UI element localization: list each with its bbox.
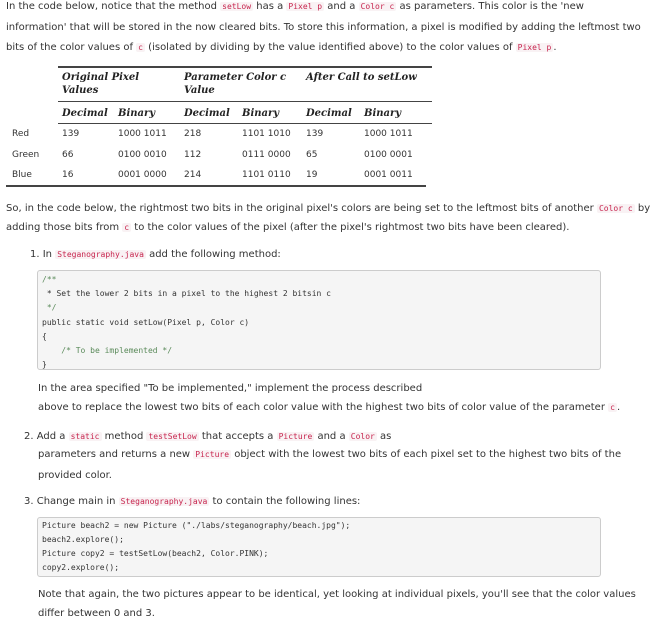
subheader-binary-3: Binary xyxy=(364,108,402,119)
table-cell: 112 xyxy=(184,150,202,160)
step-2-line-3: provided color. xyxy=(38,470,112,481)
code-line: Picture copy2 = testSetLow(beach2, Color.PINK); xyxy=(42,549,269,558)
subheader-decimal-3: Decimal xyxy=(306,108,352,119)
inline-code-color-c-2: Color c xyxy=(598,204,633,213)
inline-code-c: c xyxy=(138,43,143,52)
step-2-line-2: parameters and returns a new Picture object with the lowest two bits of each pixel set to the highest two bits of the xyxy=(38,449,622,460)
subheader-decimal-1: Decimal xyxy=(62,108,108,119)
table-top-rule xyxy=(58,66,432,68)
step-2-line-1: 2. Add a static method testSetLow that accepts a Picture and a Color as xyxy=(24,431,392,442)
table-cell: 66 xyxy=(62,150,74,160)
table-cell: 214 xyxy=(184,170,202,180)
code-block-main xyxy=(37,517,601,577)
code-line: { xyxy=(42,332,47,341)
header-original-1: Original Pixel xyxy=(62,72,140,83)
table-cell: 0100 0010 xyxy=(118,150,167,160)
inline-code-c-2: c xyxy=(124,223,130,232)
step-1-after-2: above to replace the lowest two bits of each color value with the highest two bits of color value of the parameter c . xyxy=(38,402,621,413)
table-cell: 65 xyxy=(306,150,318,160)
table-cell: 0001 0011 xyxy=(364,170,413,180)
code-line: beach2.explore(); xyxy=(42,535,124,544)
table-cell: 218 xyxy=(184,129,202,139)
table-cell: 0100 0001 xyxy=(364,150,413,160)
subheader-decimal-2: Decimal xyxy=(184,108,230,119)
table-cell: 1101 1010 xyxy=(242,129,291,139)
row-label-green: Green xyxy=(12,150,40,160)
header-original-2: Values xyxy=(62,85,99,96)
inline-code-color: Color xyxy=(350,432,375,441)
header-parameter-2: Value xyxy=(184,85,215,96)
table-cell: 1000 1011 xyxy=(364,129,413,139)
inline-code-testsetlow: testSetLow xyxy=(148,432,197,441)
table-cell: 0001 0000 xyxy=(118,170,167,180)
code-line: /** xyxy=(42,275,57,284)
intro-line-3: bits of the color values of c (isolated by dividing by the value identified above) to the color values of Pixel p . xyxy=(6,42,557,53)
inline-code-static: static xyxy=(70,432,100,441)
code-line: public static void setLow(Pixel p, Color c) xyxy=(42,318,250,327)
row-label-blue: Blue xyxy=(12,170,32,180)
inline-code-c-3: c xyxy=(610,403,615,412)
intro-line-1: In the code below, notice that the method setLow has a Pixel p and a Color c as parameters. This color is the 'new xyxy=(6,1,584,12)
code-block-setlow xyxy=(37,270,601,370)
table-cell: 0111 0000 xyxy=(242,150,291,160)
code-line: * Set the lower 2 bits in a pixel to the highest 2 bitsin c xyxy=(42,289,331,298)
table-cell: 139 xyxy=(62,129,80,139)
inline-code-steganography-2: Steganography.java xyxy=(120,497,208,506)
row-label-red: Red xyxy=(12,129,30,139)
step-1-line: 1. In Steganography.java add the following method: xyxy=(30,249,281,260)
inline-code-pixel-p-2: Pixel p xyxy=(517,43,552,52)
table-cell: 1101 0110 xyxy=(242,170,291,180)
code-line: Picture beach2 = new Picture ("./labs/steganography/beach.jpg"); xyxy=(42,521,351,530)
intro-line-2: information' that will be stored in the now cleared bits. To store this information, a pixel is modified by adding the leftmost two xyxy=(6,22,641,33)
code-line: */ xyxy=(42,303,57,312)
table-cell: 16 xyxy=(62,170,74,180)
subheader-binary-1: Binary xyxy=(118,108,156,119)
table-mid-rule xyxy=(58,101,432,102)
inline-code-color-c: Color c xyxy=(360,2,395,11)
note-line-1: Note that again, the two pictures appear to be identical, yet looking at individual pixels, you'll see that the color values xyxy=(38,589,636,600)
header-parameter-1: Parameter Color c xyxy=(184,72,287,83)
inline-code-picture: Picture xyxy=(278,432,313,441)
para2-line-1: So, in the code below, the rightmost two bits in the original pixel's colors are being set to the leftmost bits of another Color c by xyxy=(6,203,650,214)
table-cell: 1000 1011 xyxy=(118,129,167,139)
para2-line-2: adding those bits from c to the color values of the pixel (after the pixel's rightmost two bits have been cleared). xyxy=(6,222,570,233)
table-cell: 139 xyxy=(306,129,324,139)
code-line: copy2.explore(); xyxy=(42,563,120,572)
inline-code-setlow: setLow xyxy=(222,2,252,11)
table-bottom-rule xyxy=(6,185,426,187)
inline-code-steganography: Steganography.java xyxy=(57,250,144,259)
note-line-2: differ between 0 and 3. xyxy=(38,608,155,619)
code-line: } xyxy=(42,360,47,369)
inline-code-pixel-p: Pixel p xyxy=(288,2,323,11)
table-sub-rule xyxy=(58,123,432,124)
table-cell: 19 xyxy=(306,170,318,180)
step-1-after-1: In the area specified "To be implemented," implement the process described xyxy=(38,383,423,394)
code-line: /* To be implemented */ xyxy=(42,346,173,355)
subheader-binary-2: Binary xyxy=(242,108,280,119)
header-after: After Call to setLow xyxy=(306,72,417,83)
step-3-line: 3. Change main in Steganography.java to contain the following lines: xyxy=(24,496,361,507)
inline-code-picture-2: Picture xyxy=(195,450,230,459)
